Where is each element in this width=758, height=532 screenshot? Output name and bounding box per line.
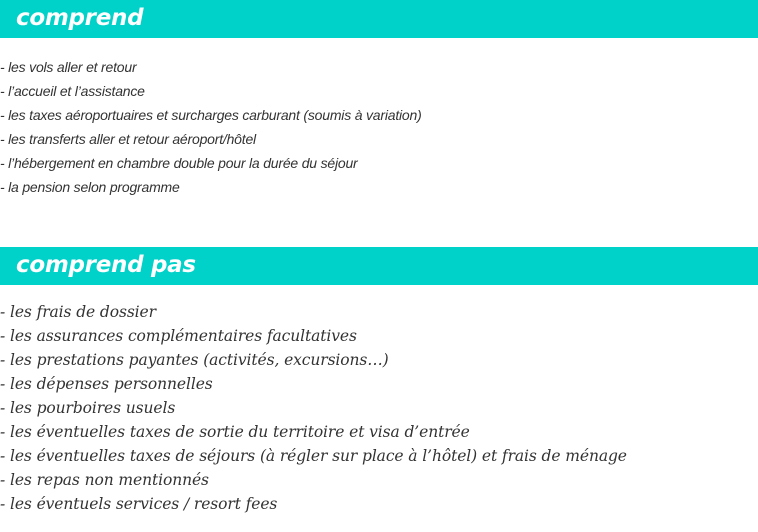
list-item: - les taxes aéroportuaires et surcharges carburant (soumis à variation) — [0, 107, 422, 123]
excluded-list — [0, 300, 627, 516]
list-item: - les assurances complémentaires facultatives — [0, 327, 357, 345]
list-item: - les dépenses personnelles — [0, 375, 213, 393]
list-item: - la pension selon programme — [0, 179, 180, 195]
list-item: - l’hébergement en chambre double pour la durée du séjour — [0, 155, 358, 171]
list-item: - l’accueil et l’assistance — [0, 83, 145, 99]
list-item: - les transferts aller et retour aéroport/hôtel — [0, 131, 256, 147]
list-item: - les prestations payantes (activités, excursions…) — [0, 351, 389, 369]
section-title: comprend — [16, 5, 144, 31]
list-item: - les repas non mentionnés — [0, 471, 209, 489]
list-item: - les frais de dossier — [0, 303, 156, 321]
section-header-comprend — [0, 0, 758, 38]
list-item: - les éventuelles taxes de sortie du territoire et visa d’entrée — [0, 423, 470, 441]
list-item: - les pourboires usuels — [0, 399, 176, 417]
included-list — [0, 55, 422, 199]
list-item: - les éventuelles taxes de séjours (à régler sur place à l’hôtel) et frais de ménage — [0, 447, 627, 465]
section-header-comprend-pas — [0, 247, 758, 285]
list-item: - les vols aller et retour — [0, 59, 137, 75]
section-title: comprend pas — [16, 252, 196, 278]
list-item: - les éventuels services / resort fees — [0, 495, 278, 513]
